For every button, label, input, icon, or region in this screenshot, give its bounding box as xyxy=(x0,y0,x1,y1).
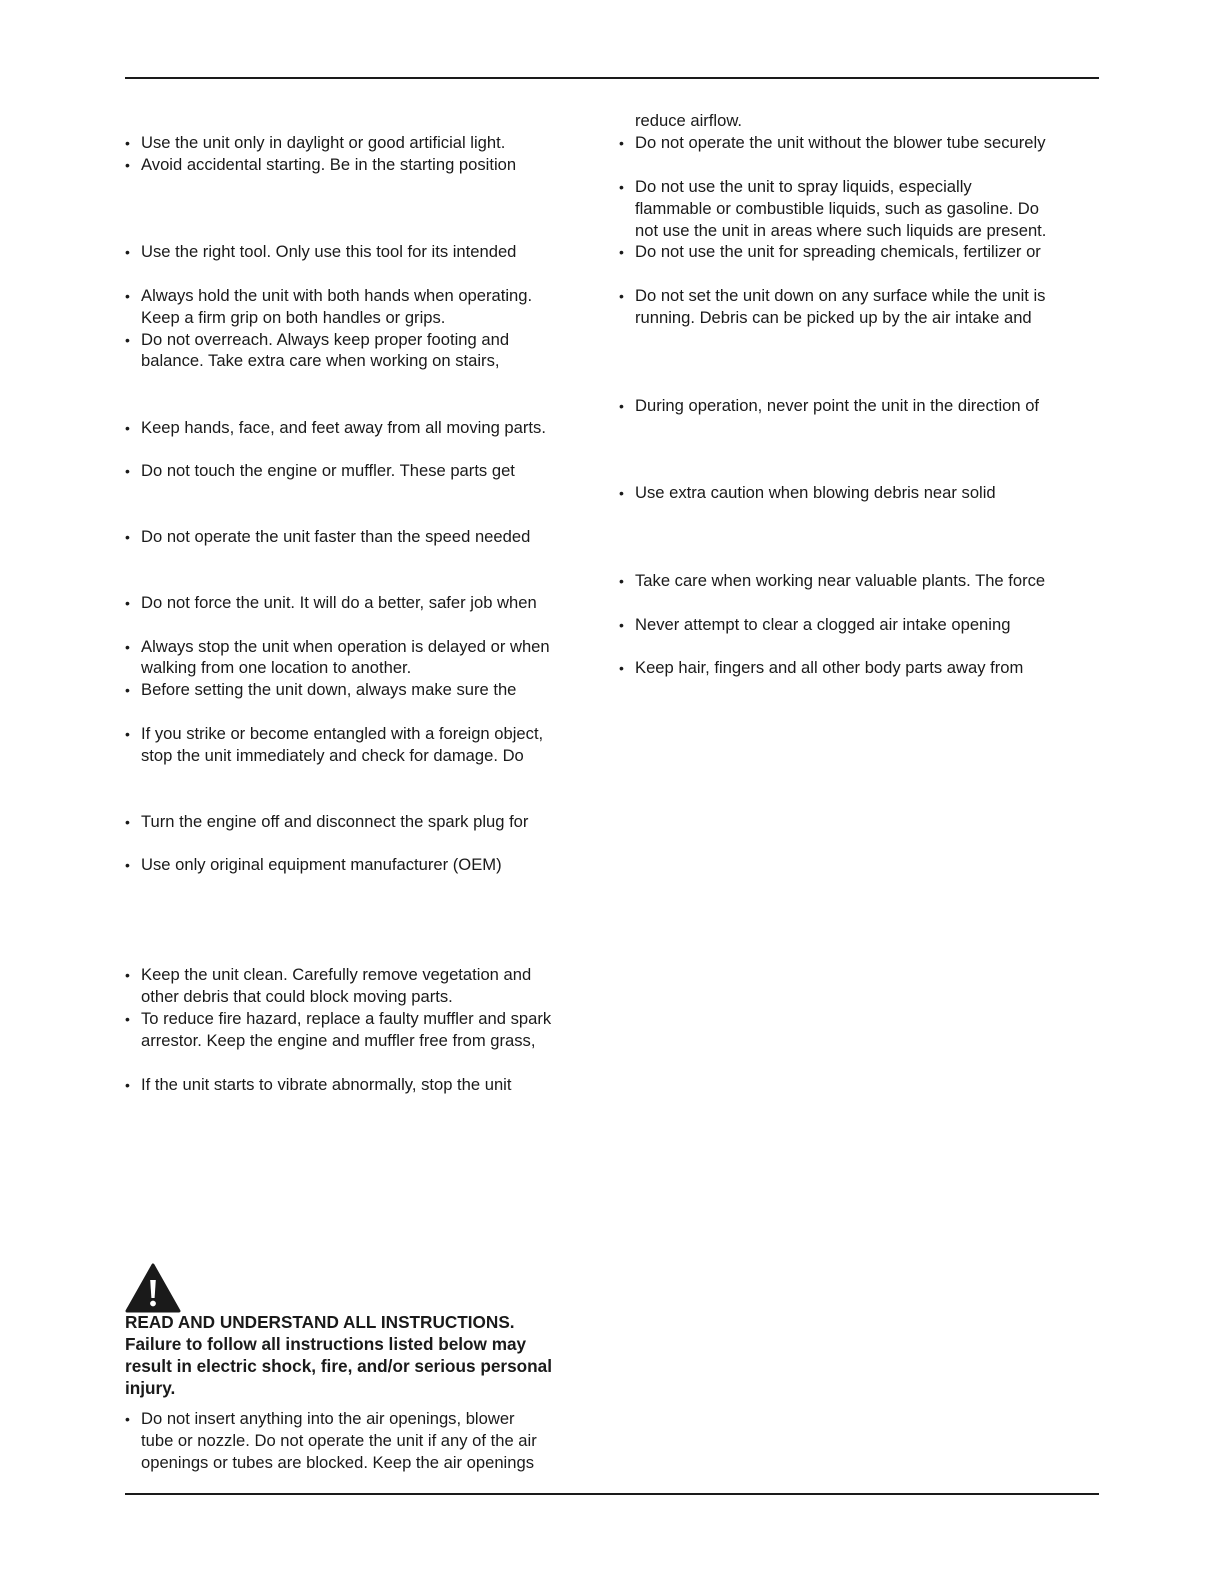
list-item-text: If the unit starts to vibrate abnormally, stop the unit xyxy=(141,1075,512,1094)
list-item-text: Turn the engine off and disconnect the spark plug for xyxy=(141,812,529,831)
list-item-text: Before setting the unit down, always make sure the xyxy=(141,680,517,699)
bullet: • xyxy=(125,288,130,304)
list-item-text: Do not set the unit down on any surface while the unit is xyxy=(635,286,1046,305)
list-item-text: Never attempt to clear a clogged air intake opening xyxy=(635,615,1011,634)
bullet: • xyxy=(125,1011,130,1027)
bullet: • xyxy=(125,420,130,436)
list-item-text: running. Debris can be picked up by the air intake and xyxy=(635,308,1032,327)
list-item-text: Do not operate the unit without the blower tube securely xyxy=(635,133,1046,152)
bullet: • xyxy=(125,1411,130,1427)
bullet: • xyxy=(125,595,130,611)
bullet: • xyxy=(125,463,130,479)
list-item-text: Use extra caution when blowing debris near solid xyxy=(635,483,996,502)
list-item-text: balance. Take extra care when working on stairs, xyxy=(141,351,500,370)
list-item-text: Do not operate the unit faster than the speed needed xyxy=(141,527,531,546)
bullet: • xyxy=(619,485,624,501)
bullet: • xyxy=(125,814,130,830)
bullet: • xyxy=(125,1077,130,1093)
bullet: • xyxy=(619,288,624,304)
list-item-text: not use the unit in areas where such liquids are present. xyxy=(635,221,1047,240)
list-item-text: reduce airflow. xyxy=(635,111,742,130)
list-item-text: flammable or combustible liquids, such as gasoline. Do xyxy=(635,199,1039,218)
top-rule xyxy=(125,77,1099,79)
list-item-text: other debris that could block moving parts. xyxy=(141,987,453,1006)
bullet: • xyxy=(125,639,130,655)
warning-heading: injury. xyxy=(125,1378,176,1398)
list-item-text: openings or tubes are blocked. Keep the air openings xyxy=(141,1453,534,1472)
list-item-text: Keep the unit clean. Carefully remove vegetation and xyxy=(141,965,532,984)
bullet: • xyxy=(125,726,130,742)
bullet: • xyxy=(125,135,130,151)
bullet: • xyxy=(619,179,624,195)
bullet: • xyxy=(619,660,624,676)
list-item-text: Keep hands, face, and feet away from all moving parts. xyxy=(141,418,546,437)
list-item-text: Do not touch the engine or muffler. These parts get xyxy=(141,461,515,480)
bullet: • xyxy=(125,157,130,173)
bullet: • xyxy=(125,682,130,698)
list-item-text: stop the unit immediately and check for damage. Do xyxy=(141,746,524,765)
list-item-text: walking from one location to another. xyxy=(141,658,412,677)
list-item-text: If you strike or become entangled with a foreign object, xyxy=(141,724,544,743)
list-item-text: Use the right tool. Only use this tool for its intended xyxy=(141,242,517,261)
bullet: • xyxy=(125,967,130,983)
list-item-text: Do not insert anything into the air openings, blower xyxy=(141,1409,515,1428)
warning-heading: Failure to follow all instructions listed below may xyxy=(125,1334,527,1354)
list-item-text: Do not use the unit for spreading chemicals, fertilizer or xyxy=(635,242,1041,261)
warning-triangle-icon xyxy=(125,1263,181,1313)
list-item-text: Keep hair, fingers and all other body parts away from xyxy=(635,658,1024,677)
list-item-text: Always stop the unit when operation is delayed or when xyxy=(141,637,550,656)
list-item-text: arrestor. Keep the engine and muffler free from grass, xyxy=(141,1031,536,1050)
list-item-text: During operation, never point the unit in the direction of xyxy=(635,396,1040,415)
bullet: • xyxy=(619,573,624,589)
list-item-text: Do not overreach. Always keep proper footing and xyxy=(141,330,510,349)
list-item-text: Take care when working near valuable plants. The force xyxy=(635,571,1046,590)
list-item-text: Use only original equipment manufacturer (OEM) xyxy=(141,855,502,874)
list-item-text: Keep a firm grip on both handles or grips. xyxy=(141,308,446,327)
list-item-text: Do not use the unit to spray liquids, especially xyxy=(635,177,972,196)
list-item-text: tube or nozzle. Do not operate the unit if any of the air xyxy=(141,1431,537,1450)
bullet: • xyxy=(125,244,130,260)
warning-heading: result in electric shock, fire, and/or serious personal xyxy=(125,1356,552,1376)
bullet: • xyxy=(619,398,624,414)
bullet: • xyxy=(125,857,130,873)
warning-heading: READ AND UNDERSTAND ALL INSTRUCTIONS. xyxy=(125,1312,515,1332)
bullet: • xyxy=(125,529,130,545)
bullet: • xyxy=(619,135,624,151)
list-item-text: Avoid accidental starting. Be in the starting position xyxy=(141,155,517,174)
list-item-text: Always hold the unit with both hands when operating. xyxy=(141,286,533,305)
bottom-rule xyxy=(125,1493,1099,1495)
list-item-text: Do not force the unit. It will do a better, safer job when xyxy=(141,593,537,612)
list-item-text: To reduce fire hazard, replace a faulty muffler and spark xyxy=(141,1009,552,1028)
list-item-text: Use the unit only in daylight or good artificial light. xyxy=(141,133,506,152)
bullet: • xyxy=(619,244,624,260)
bullet: • xyxy=(125,332,130,348)
bullet: • xyxy=(619,617,624,633)
